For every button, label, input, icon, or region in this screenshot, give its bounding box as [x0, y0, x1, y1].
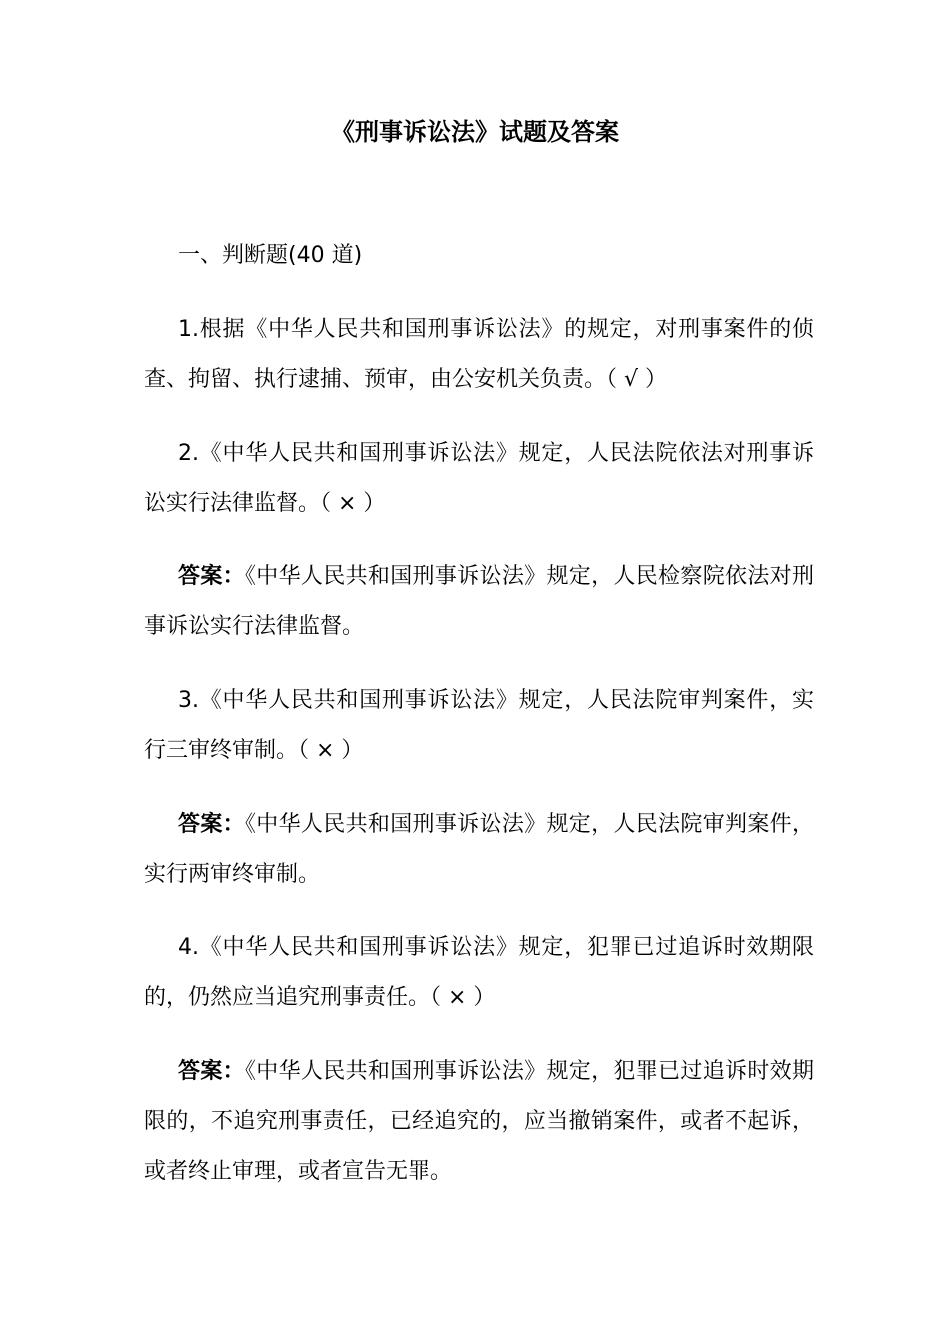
question-1 [144, 305, 814, 405]
answer-3-label: 答案： [178, 812, 245, 837]
question-1-text: 1.根据《中华人民共和国刑事诉讼法》的规定，对刑事案件的侦查、拘留、执行逮捕、预审，由公安机关负责。（ √ ） [144, 317, 814, 392]
question-3 [144, 676, 814, 776]
answer-4-text: 《中华人民共和国刑事诉讼法》规定，犯罪已过追诉时效期限的，不追究刑事责任，已经追究的，应当撤销案件，或者不起诉，或者终止审理，或者宣告无罪。 [144, 1059, 814, 1184]
question-4-text: 4.《中华人民共和国刑事诉讼法》规定，犯罪已过追诉时效期限的，仍然应当追究刑事责任。（ × ） [144, 935, 814, 1010]
section-heading: 一、判断题(40 道) [178, 243, 363, 268]
question-3-text: 3.《中华人民共和国刑事诉讼法》规定，人民法院审判案件，实行三审终审制。（ × ） [144, 688, 814, 763]
question-2 [144, 429, 814, 529]
answer-3-text: 《中华人民共和国刑事诉讼法》规定，人民法院审判案件，实行两审终审制。 [144, 812, 814, 887]
document-title: 《刑事诉讼法》试题及答案 [331, 118, 619, 146]
answer-2 [144, 552, 814, 652]
answer-2-text: 《中华人民共和国刑事诉讼法》规定，人民检察院依法对刑事诉讼实行法律监督。 [144, 564, 814, 639]
question-2-text: 2.《中华人民共和国刑事诉讼法》规定，人民法院依法对刑事诉讼实行法律监督。（ × ） [144, 441, 814, 516]
answer-2-label: 答案： [178, 564, 245, 589]
question-4 [144, 923, 814, 1023]
answer-3 [144, 800, 814, 900]
answer-4-label: 答案： [178, 1059, 245, 1084]
answer-4 [144, 1047, 814, 1197]
